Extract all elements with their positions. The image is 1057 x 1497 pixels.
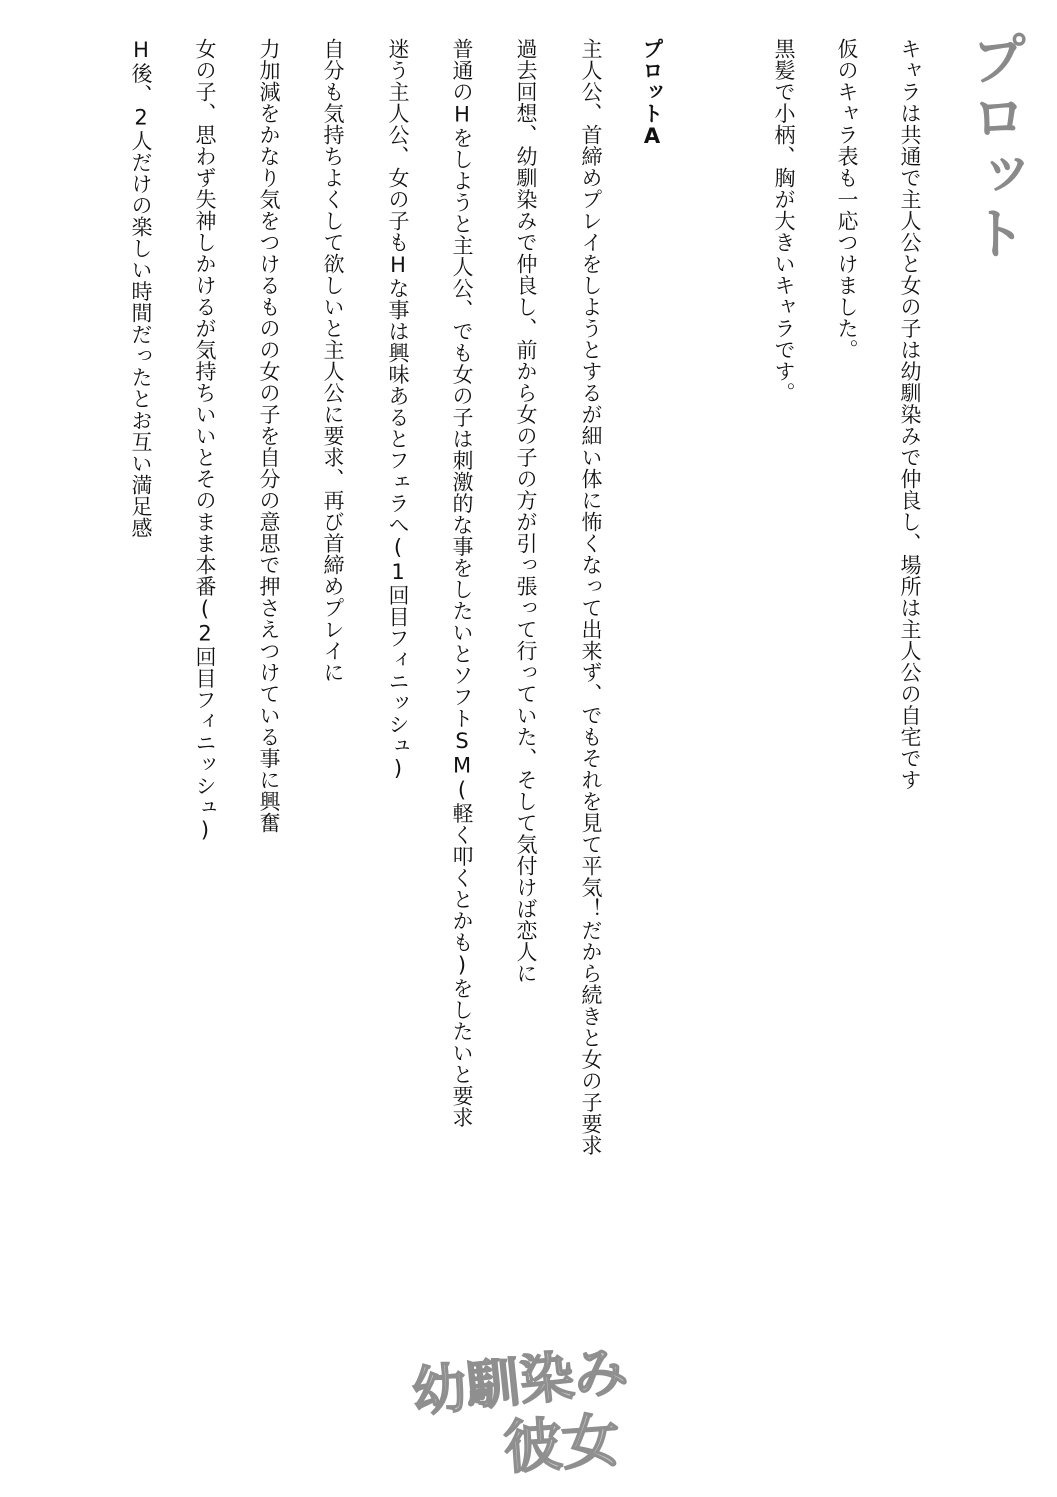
plot-a-line-1: 主人公、首締めプレイをしようとするが細い体に怖くなって出来ず、でもそれを見て平気！だから続きと女の子要求 — [579, 38, 603, 1156]
plot-a-line-2: 過去回想、幼馴染みで仲良し、前から女の子の方が引っ張って行っていた、そして気付けば恋人に — [514, 38, 538, 984]
plot-a-line-4: 迷う主人公、女の子もHな事は興味あるとフェラへ(1回目フィニッシュ) — [386, 38, 410, 781]
plot-a-line-3: 普通のHをしようと主人公、でも女の子は刺激的な事をしたいとソフトSM(軽く叩くとかも)をしたいと要求 — [450, 38, 474, 1128]
plot-a-line-8: H後、2人だけの楽しい時間だったとお互い満足感 — [129, 38, 153, 539]
plot-a-line-7: 女の子、思わず失神しかけるが気持ちいいとそのまま本番(2回目フィニッシュ) — [193, 38, 217, 843]
intro-line-3: 黒髪で小柄、胸が大きいキャラです。 — [772, 38, 796, 404]
intro-line-1: キャラは共通で主人公と女の子は幼馴染みで仲良し、場所は主人公の自宅です — [898, 38, 922, 791]
logo-line-1: 幼馴染み — [409, 1338, 631, 1425]
logo-line-2: 彼女 — [501, 1406, 623, 1482]
plot-a-heading: プロットA — [640, 38, 664, 149]
plot-a-line-5: 自分も気持ちよくして欲しいと主人公に要求、再び首締めプレイに — [321, 38, 345, 683]
title-logo — [408, 1338, 648, 1485]
plot-a-line-6: 力加減をかなり気をつけるものの女の子を自分の意思で押さえつけている事に興奮 — [257, 38, 281, 834]
intro-line-2: 仮のキャラ表も一応つけました。 — [835, 38, 859, 361]
page-title: プロット — [962, 30, 1027, 262]
